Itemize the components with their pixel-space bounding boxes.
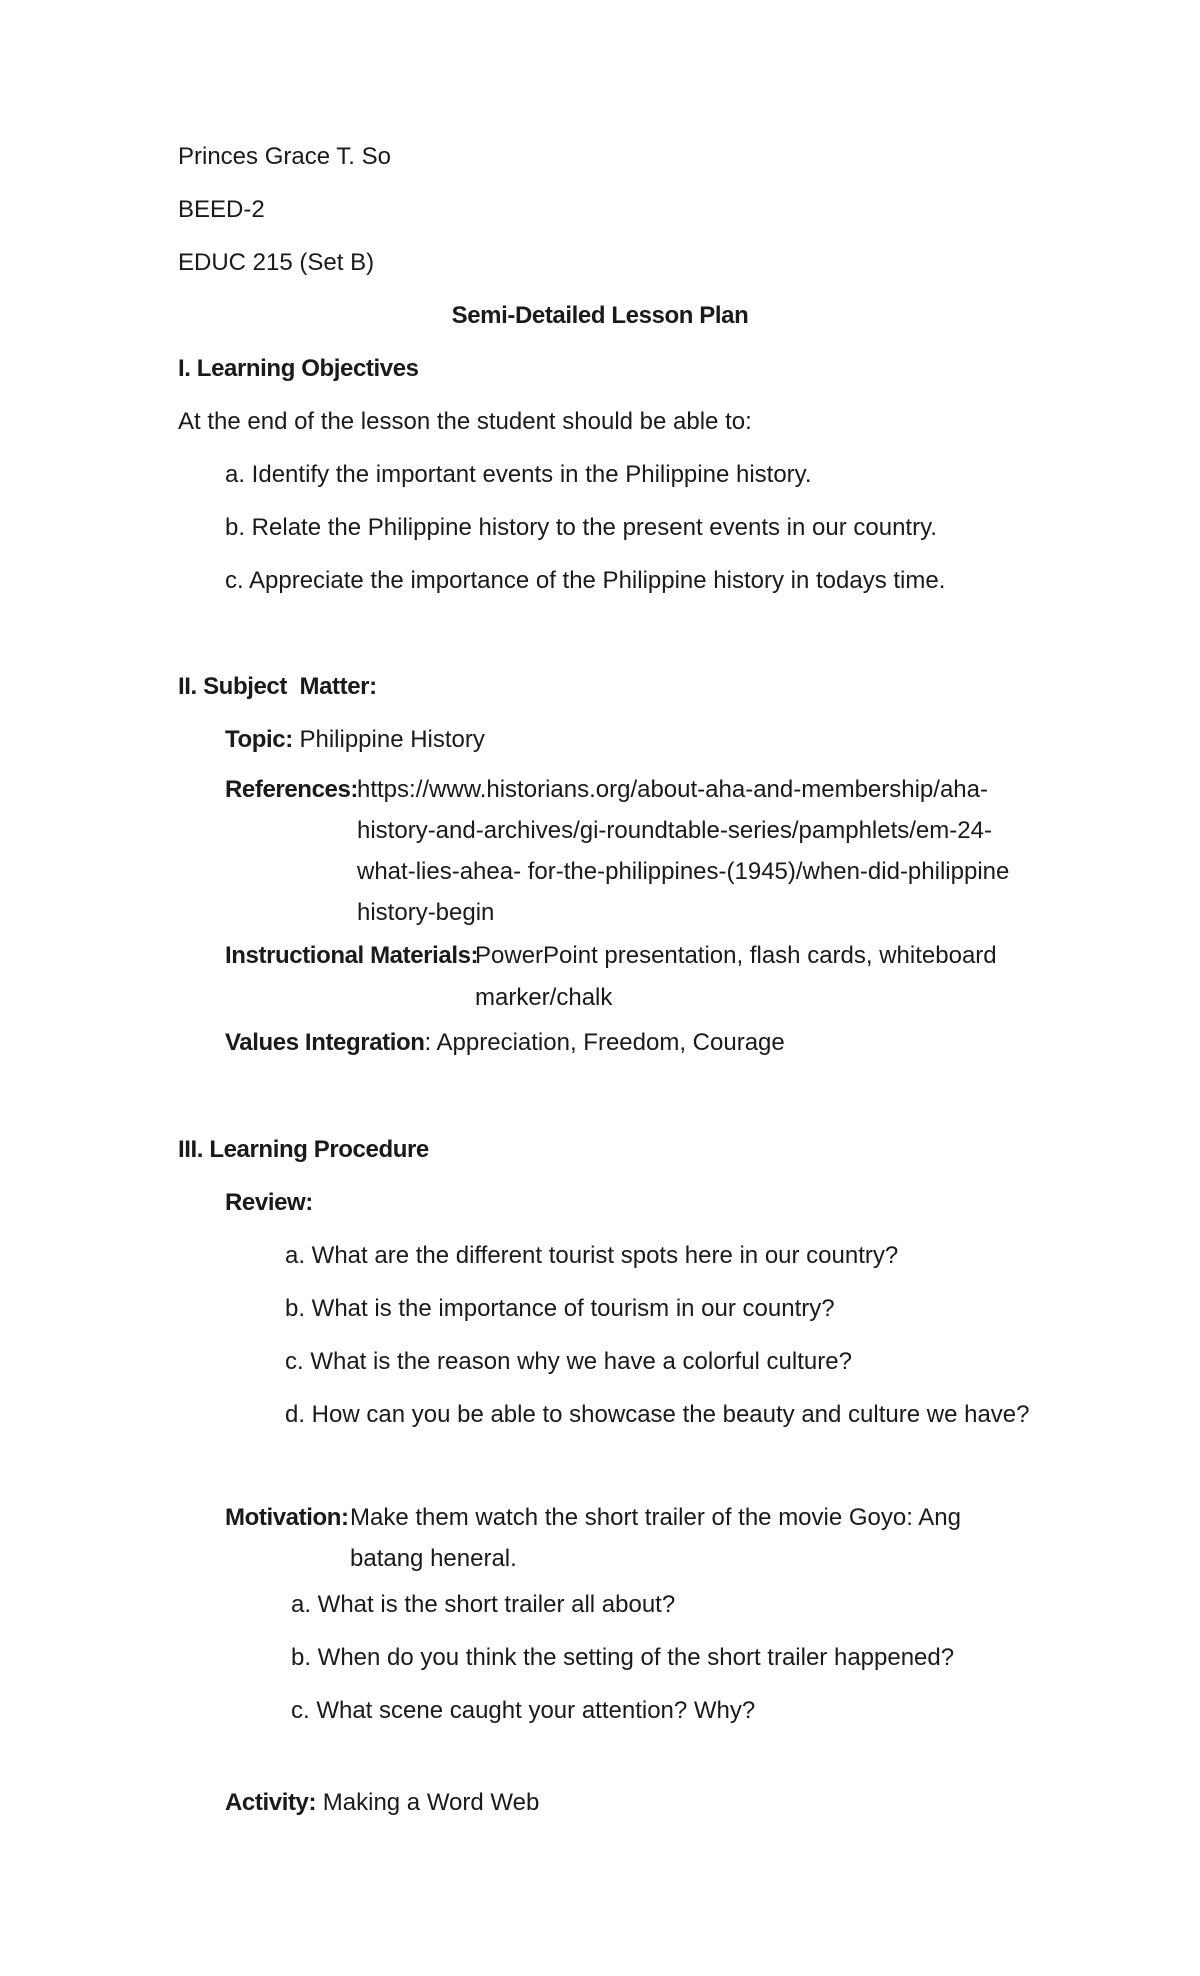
activity-label: Activity: bbox=[225, 1789, 317, 1816]
materials-label: Instructional Materials: bbox=[225, 942, 479, 969]
reference-line: history-and-archives/gi-roundtable-series/pamphlets/em-24- bbox=[357, 817, 992, 844]
objective-item: c. Appreciate the importance of the Philippine history in todays time. bbox=[225, 567, 946, 594]
reference-line: what-lies-ahea- for-the-philippines-(1945)/when-did-philippine bbox=[357, 858, 1010, 885]
values-value: : Appreciation, Freedom, Courage bbox=[424, 1029, 785, 1056]
review-item: c. What is the reason why we have a colorful culture? bbox=[285, 1348, 852, 1375]
motivation-label: Motivation: bbox=[225, 1504, 349, 1531]
activity-value: Making a Word Web bbox=[322, 1789, 540, 1816]
reference-line: https://www.historians.org/about-aha-and-membership/aha- bbox=[357, 776, 988, 803]
subject-code: EDUC 215 (Set B) bbox=[178, 249, 375, 276]
review-item: a. What are the different tourist spots here in our country? bbox=[285, 1242, 899, 1269]
materials-line: marker/chalk bbox=[475, 984, 613, 1011]
reference-line: history-begin bbox=[357, 899, 495, 926]
topic-value: Philippine History bbox=[299, 726, 485, 753]
values-row bbox=[225, 1028, 785, 1058]
motivation-line: Make them watch the short trailer of the movie Goyo: Ang bbox=[350, 1504, 961, 1531]
review-label: Review: bbox=[225, 1189, 313, 1216]
section-heading-objectives: I. Learning Objectives bbox=[178, 355, 419, 382]
author-name: Princes Grace T. So bbox=[178, 143, 391, 170]
references-label: References: bbox=[225, 776, 359, 803]
materials-line: PowerPoint presentation, flash cards, whiteboard bbox=[475, 942, 997, 969]
motivation-item: c. What scene caught your attention? Why? bbox=[291, 1697, 756, 1724]
section-heading-subject-matter: II. Subject Matter: bbox=[178, 673, 377, 700]
course-section: BEED-2 bbox=[178, 196, 265, 223]
activity-row bbox=[225, 1788, 539, 1818]
topic-row bbox=[225, 725, 485, 755]
review-item: b. What is the importance of tourism in our country? bbox=[285, 1295, 835, 1322]
section-heading-procedure: III. Learning Procedure bbox=[178, 1136, 429, 1163]
values-label: Values Integration bbox=[225, 1029, 425, 1056]
motivation-item: b. When do you think the setting of the short trailer happened? bbox=[291, 1644, 955, 1671]
topic-label: Topic: bbox=[225, 726, 293, 753]
objective-item: a. Identify the important events in the Philippine history. bbox=[225, 461, 812, 488]
motivation-line: batang heneral. bbox=[350, 1545, 517, 1572]
objectives-intro: At the end of the lesson the student should be able to: bbox=[178, 408, 752, 435]
document-title: Semi-Detailed Lesson Plan bbox=[451, 302, 749, 329]
motivation-item: a. What is the short trailer all about? bbox=[291, 1591, 676, 1618]
review-item: d. How can you be able to showcase the beauty and culture we have? bbox=[285, 1401, 1030, 1428]
objective-item: b. Relate the Philippine history to the present events in our country. bbox=[225, 514, 937, 541]
